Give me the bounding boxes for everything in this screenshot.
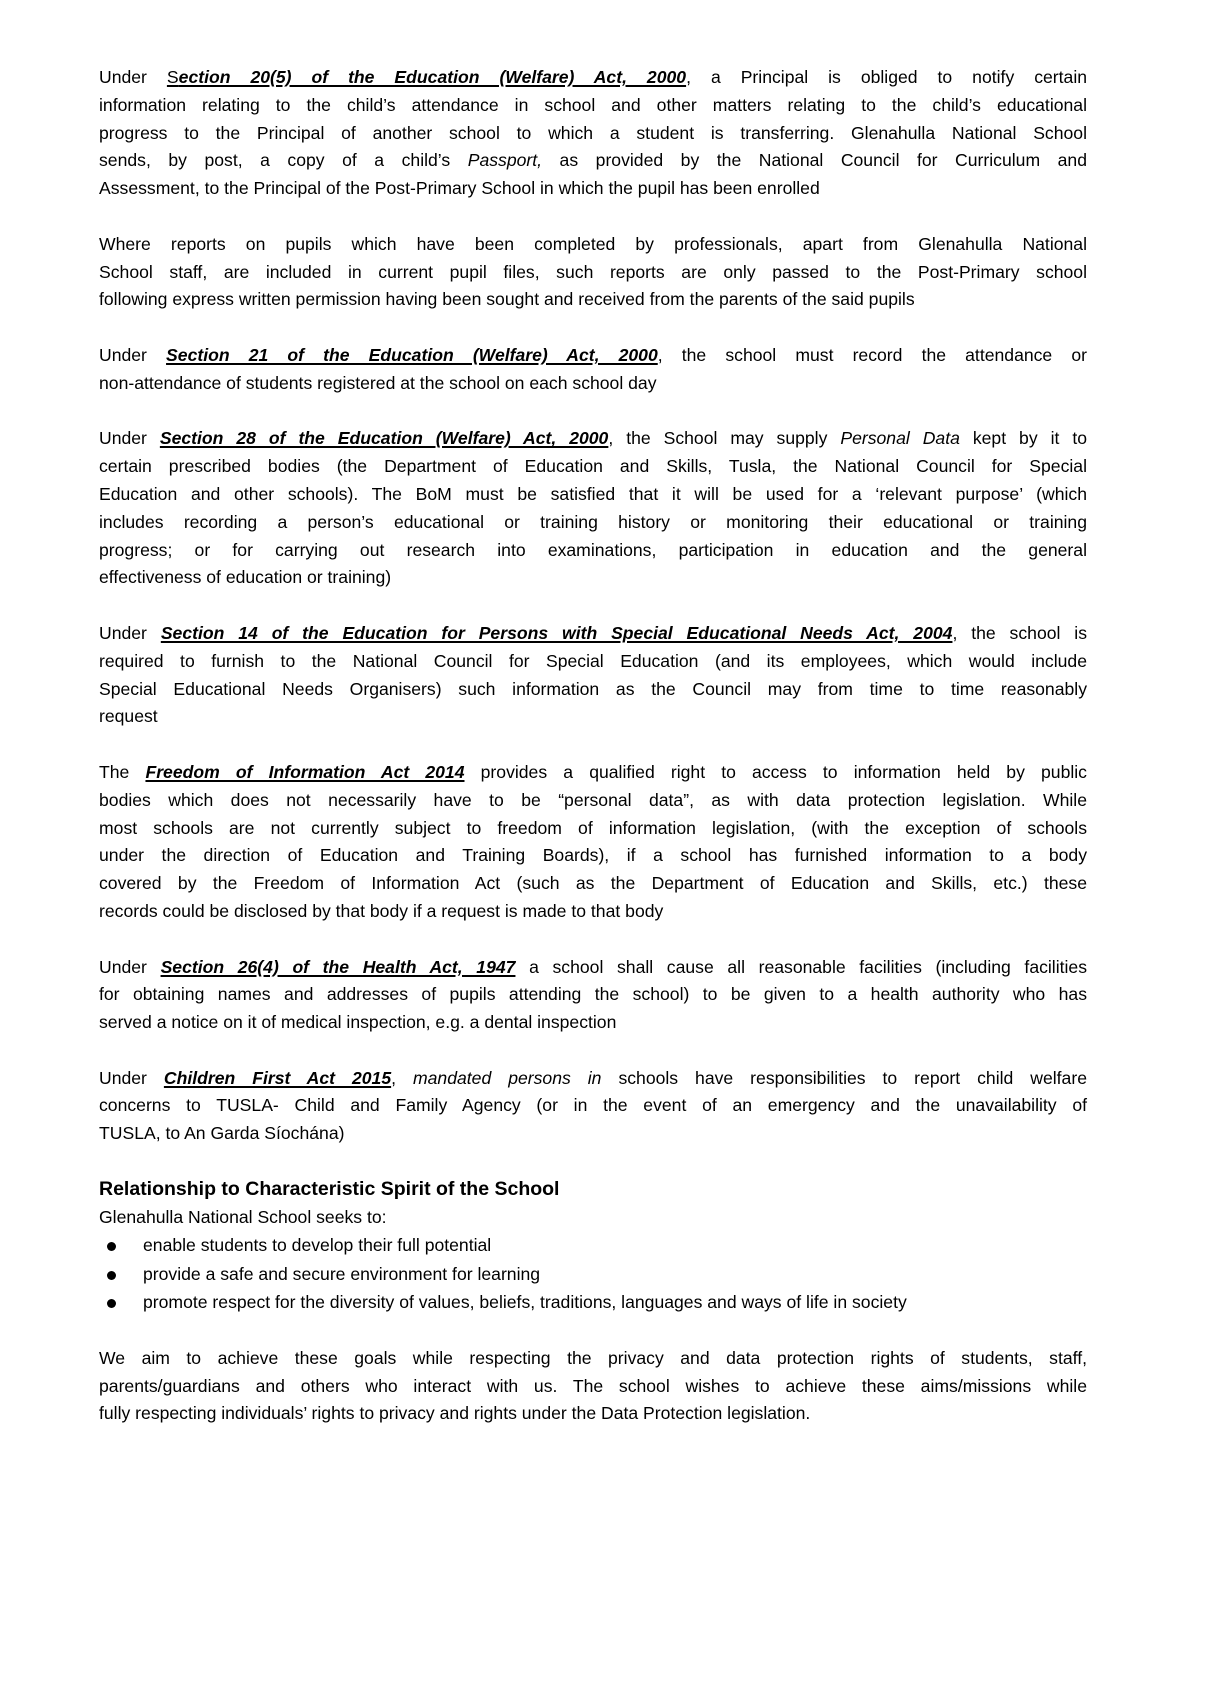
text-line	[99, 64, 1087, 92]
text-line	[99, 286, 1087, 314]
text-run: schools have responsibilities to report child welfare	[601, 1067, 1087, 1088]
spacer	[99, 203, 1087, 231]
section-intro: Glenahulla National School seeks to:	[99, 1206, 387, 1227]
text-run: Under	[99, 622, 161, 643]
text-line	[99, 870, 1087, 898]
text-run: parents/guardians and others who interact with us. The school wishes to achieve these aims/missions while	[99, 1375, 1087, 1396]
spacer	[99, 731, 1087, 759]
text-run: non-attendance of students registered at the school on each school day	[99, 372, 657, 393]
text-line	[99, 1373, 1087, 1401]
spacer	[99, 314, 1087, 342]
text-run: information relating to the child’s attendance in school and other matters relating to the child’s educational	[99, 94, 1087, 115]
text-run: under the direction of Education and Training Boards), if a school has furnished information to a body	[99, 845, 1087, 866]
text-run: Under	[99, 344, 167, 365]
text-run: as provided by the National Council for Curriculum and	[542, 150, 1087, 171]
text-line	[99, 787, 1087, 815]
text-run: Special Educational Needs Organisers) such information as the Council may from time to time reasonably	[99, 678, 1087, 699]
text-line	[99, 342, 1087, 370]
text-line	[99, 92, 1087, 120]
text-run: effectiveness of education or training)	[99, 567, 392, 588]
text-run: Personal Data	[840, 428, 960, 449]
text-run: Where reports on pupils which have been completed by professionals, apart from Glenahulla National	[99, 233, 1087, 254]
bullet-list	[99, 1231, 1087, 1317]
spacer	[99, 926, 1087, 954]
text-run: provides a qualified right to access to information held by public	[464, 761, 1087, 782]
text-line	[99, 537, 1087, 565]
text-line	[99, 954, 1087, 982]
bullet-item	[99, 1231, 1087, 1260]
text-run: TUSLA, to An Garda Síochána)	[99, 1123, 345, 1144]
text-run: progress; or for carrying out research into examinations, participation in education and the general	[99, 539, 1087, 560]
legislation-reference: Freedom of Information Act 2014	[145, 761, 465, 782]
text-run: , the school must record the attendance or	[657, 344, 1087, 365]
text-line	[99, 842, 1087, 870]
bullet-text: promote respect for the diversity of values, beliefs, traditions, languages and ways of life in society	[143, 1292, 907, 1313]
paragraph	[99, 425, 1087, 592]
paragraph	[99, 64, 1087, 203]
legislation-reference: S	[166, 67, 179, 87]
text-run: fully respecting individuals’ rights to privacy and rights under the Data Protection legislation.	[99, 1403, 811, 1424]
text-run: for obtaining names and addresses of pupils attending the school) to be given to a health authority who has	[99, 984, 1087, 1005]
text-run: progress to the Principal of another school to which a student is transferring. Glenahulla National School	[99, 122, 1087, 143]
section-heading: Relationship to Characteristic Spirit of the School	[99, 1177, 560, 1200]
text-line	[99, 703, 1087, 731]
bullet-text: enable students to develop their full potential	[143, 1235, 492, 1256]
bullet-icon	[107, 1242, 116, 1251]
text-run: includes recording a person’s educational or training history or monitoring their educational or training	[99, 511, 1087, 532]
text-run: Under	[99, 67, 167, 87]
text-line	[99, 425, 1087, 453]
text-line	[99, 147, 1087, 175]
text-line	[99, 620, 1087, 648]
text-run: Education and other schools). The BoM must be satisfied that it will be used for a ‘relevant purpose’ (which	[99, 483, 1087, 504]
bullet-text: provide a safe and secure environment for learning	[143, 1263, 541, 1284]
text-run: Under	[99, 1067, 164, 1088]
text-run: kept by it to	[959, 428, 1088, 449]
text-run: required to furnish to the National Council for Special Education (and its employees, which would include	[99, 650, 1087, 671]
text-line	[99, 370, 1087, 398]
bullet-item	[99, 1260, 1087, 1289]
text-run: Passport,	[467, 150, 543, 171]
legislation-paragraphs	[99, 64, 1087, 1176]
bullet-icon	[107, 1299, 116, 1308]
bullet-item	[99, 1288, 1087, 1317]
text-run: School staff, are included in current pupil files, such reports are only passed to the Post-Primary school	[99, 261, 1087, 282]
spacer	[99, 398, 1087, 426]
text-line	[99, 453, 1087, 481]
spacer	[99, 1148, 1087, 1176]
text-run: following express written permission having been sought and received from the parents of the said pupils	[99, 289, 915, 310]
text-run: most schools are not currently subject to freedom of information legislation, (with the exception of schools	[99, 817, 1087, 838]
legislation-reference: Section 14 of the Education for Persons with Special Educational Needs Act, 2004	[160, 622, 953, 643]
text-line	[99, 1009, 1087, 1037]
text-line	[99, 481, 1087, 509]
text-run: a school shall cause all reasonable facilities (including facilities	[515, 956, 1088, 977]
legislation-reference: Children First Act 2015	[163, 1067, 392, 1088]
paragraph	[99, 231, 1087, 314]
paragraph	[99, 1065, 1087, 1148]
text-run: Under	[99, 956, 161, 977]
bullet-icon	[107, 1271, 116, 1280]
text-line	[99, 1092, 1087, 1120]
text-run: , the School may supply	[608, 428, 841, 449]
text-run: , the school is	[952, 622, 1088, 643]
legislation-reference: Section 26(4) of the Health Act, 1947	[160, 956, 516, 977]
text-line	[99, 759, 1087, 787]
text-run: sends, by post, a copy of a child’s	[99, 150, 468, 171]
spacer	[99, 1037, 1087, 1065]
text-line	[99, 120, 1087, 148]
text-run: concerns to TUSLA- Child and Family Agency (or in the event of an emergency and the unavailability of	[99, 1095, 1087, 1116]
text-run: certain prescribed bodies (the Department of Education and Skills, Tusla, the National Council for Special	[99, 456, 1087, 477]
text-run: mandated persons in	[412, 1067, 602, 1088]
section-spirit	[99, 1176, 1087, 1428]
text-line	[99, 1065, 1087, 1093]
text-line	[99, 648, 1087, 676]
text-run: bodies which does not necessarily have to be “personal data”, as with data protection legislation. While	[99, 789, 1087, 810]
text-line	[99, 981, 1087, 1009]
paragraph	[99, 759, 1087, 926]
text-run: request	[99, 706, 158, 727]
text-line	[99, 815, 1087, 843]
text-line	[99, 1120, 1087, 1148]
text-run: We aim to achieve these goals while respecting the privacy and data protection rights of students, staff,	[99, 1347, 1087, 1368]
text-line	[99, 676, 1087, 704]
text-run: served a notice on it of medical inspection, e.g. a dental inspection	[99, 1012, 617, 1033]
legislation-reference: ection 20(5) of the Education (Welfare) Act, 2000	[178, 67, 687, 87]
text-run: records could be disclosed by that body if a request is made to that body	[99, 900, 664, 921]
text-line	[99, 564, 1087, 592]
text-line	[99, 509, 1087, 537]
text-line	[99, 1345, 1087, 1373]
legislation-reference: Section 28 of the Education (Welfare) Act, 2000	[159, 428, 609, 449]
text-line	[99, 1400, 1087, 1428]
text-line	[99, 259, 1087, 287]
text-run: covered by the Freedom of Information Act (such as the Department of Education and Skills, etc.) these	[99, 873, 1087, 894]
text-run: Assessment, to the Principal of the Post-Primary School in which the pupil has been enrolled	[99, 178, 820, 199]
document-page	[99, 64, 1087, 1428]
text-run: , a Principal is obliged to notify certain	[686, 67, 1088, 87]
text-run: The	[99, 761, 146, 782]
paragraph	[99, 620, 1087, 731]
text-run: ,	[391, 1067, 413, 1088]
spacer	[99, 1317, 1087, 1345]
legislation-reference: Section 21 of the Education (Welfare) Act, 2000	[166, 344, 658, 365]
text-run: Under	[99, 428, 160, 449]
text-line	[99, 175, 1087, 203]
text-line	[99, 231, 1087, 259]
spacer	[99, 592, 1087, 620]
paragraph	[99, 954, 1087, 1037]
text-line	[99, 898, 1087, 926]
closing-paragraph	[99, 1345, 1087, 1428]
paragraph	[99, 342, 1087, 398]
